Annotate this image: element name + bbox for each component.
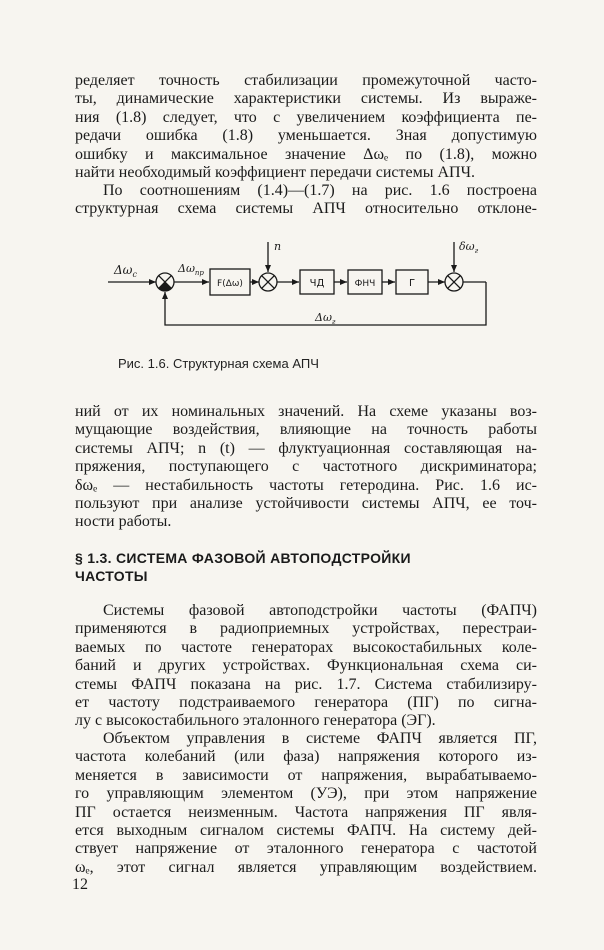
- text-line: ты, динамические характеристики системы. Из выраже-: [75, 90, 537, 108]
- text-line: ния (1.8) следует, что с увеличением коэффициента пе-: [75, 108, 537, 126]
- text-line: пряжения, поступающего с частотного дискриминатора;: [75, 458, 537, 476]
- text-line: стемы ФАПЧ показана на рис. 1.7. Система стабилизиру-: [75, 675, 537, 693]
- text-line: Системы фазовой автоподстройки частоты (ФАПЧ): [103, 602, 537, 619]
- text-line: По соотношениям (1.4)—(1.7) на рис. 1.6 построена: [103, 182, 537, 199]
- page-number: 12: [72, 876, 88, 893]
- paragraph-4: [75, 602, 537, 731]
- text-line: структурная схема системы АПЧ относительно отклоне-: [75, 200, 537, 218]
- input-label: $\Delta\omega_c$: [114, 263, 137, 279]
- feedback-label: $\Delta\omega_г$: [315, 311, 336, 326]
- text-line: меняется в зависимости от напряжения, вырабатываемо-: [75, 766, 537, 784]
- text-line: мущающие воздействия, влияющие на точность работы: [75, 421, 537, 439]
- text-line: редачи ошибка (1.8) уменьшается. Зная допустимую: [75, 127, 537, 145]
- figure-caption: Рис. 1.6. Структурная схема АПЧ: [118, 356, 319, 371]
- text-line: Объектом управления в системе ФАПЧ является ПГ,: [103, 730, 537, 747]
- text-line: системы АПЧ; n (t) — флуктуационная составляющая на-: [75, 439, 537, 457]
- text-line: ωₑ, этот сигнал является управляющим воздействием.: [75, 858, 537, 876]
- text-line: ПГ остается неизменным. Частота напряжения ПГ явля-: [75, 803, 537, 821]
- heading-line: § 1.3. СИСТЕМА ФАЗОВОЙ АВТОПОДСТРОЙКИ: [75, 550, 411, 566]
- paragraph-5: [75, 730, 537, 877]
- text-line: ствует напряжение от эталонного генератора с частотой: [75, 840, 537, 858]
- text-line: лу с высокостабильного эталонного генератора (ЭГ).: [75, 712, 436, 730]
- paragraph-1: [75, 72, 537, 182]
- text-line: ности работы.: [75, 513, 172, 531]
- text-line: частота колебаний (или фаза) напряжения которого из-: [75, 748, 537, 766]
- section-heading: [75, 549, 537, 585]
- text-line: ний от их номинальных значений. На схеме указаны воз-: [75, 403, 537, 420]
- text-line: применяются в радиоприемных устройствах, перестраи-: [75, 620, 537, 638]
- text-line: пользуют при анализе устойчивости системы АПЧ, ее точ-: [75, 495, 537, 513]
- text-line: найти необходимый коэффициент передачи системы АПЧ.: [75, 164, 475, 182]
- text-line: δωₑ — нестабильность частоты гетеродина. Рис. 1.6 ис-: [75, 476, 537, 494]
- text-line: ошибку и максимальное значение Δωₑ по (1.8), можно: [75, 145, 537, 163]
- block-fnch-label: ФНЧ: [354, 279, 376, 289]
- text-line: го управляющим элементом (УЭ), при этом напряжение: [75, 785, 537, 803]
- paragraph-2: [75, 182, 537, 219]
- text-line: ет частоту подстраиваемого генератора (ПГ) по сигна-: [75, 694, 537, 712]
- block-f-label: F(Δω): [217, 279, 243, 289]
- block-g-label: Г: [408, 278, 416, 289]
- noise-label: n: [274, 240, 282, 253]
- text-line: ределяет точность стабилизации промежуточной часто-: [75, 72, 537, 89]
- apch-block-diagram: [100, 236, 500, 336]
- error-label: $\Delta\omega_{пр}$: [178, 262, 204, 277]
- paragraph-3: [75, 403, 537, 532]
- heading-line: ЧАСТОТЫ: [75, 568, 148, 584]
- text-line: ется выходным сигналом системы ФАПЧ. На систему дей-: [75, 822, 537, 840]
- disturbance-label: $\delta\omega_г$: [459, 240, 479, 255]
- text-line: ваемых по частоте генераторах высокостабильных коле-: [75, 638, 537, 656]
- block-chd-label: ЧД: [309, 278, 325, 289]
- text-line: баний и других устройствах. Функциональная схема си-: [75, 657, 537, 675]
